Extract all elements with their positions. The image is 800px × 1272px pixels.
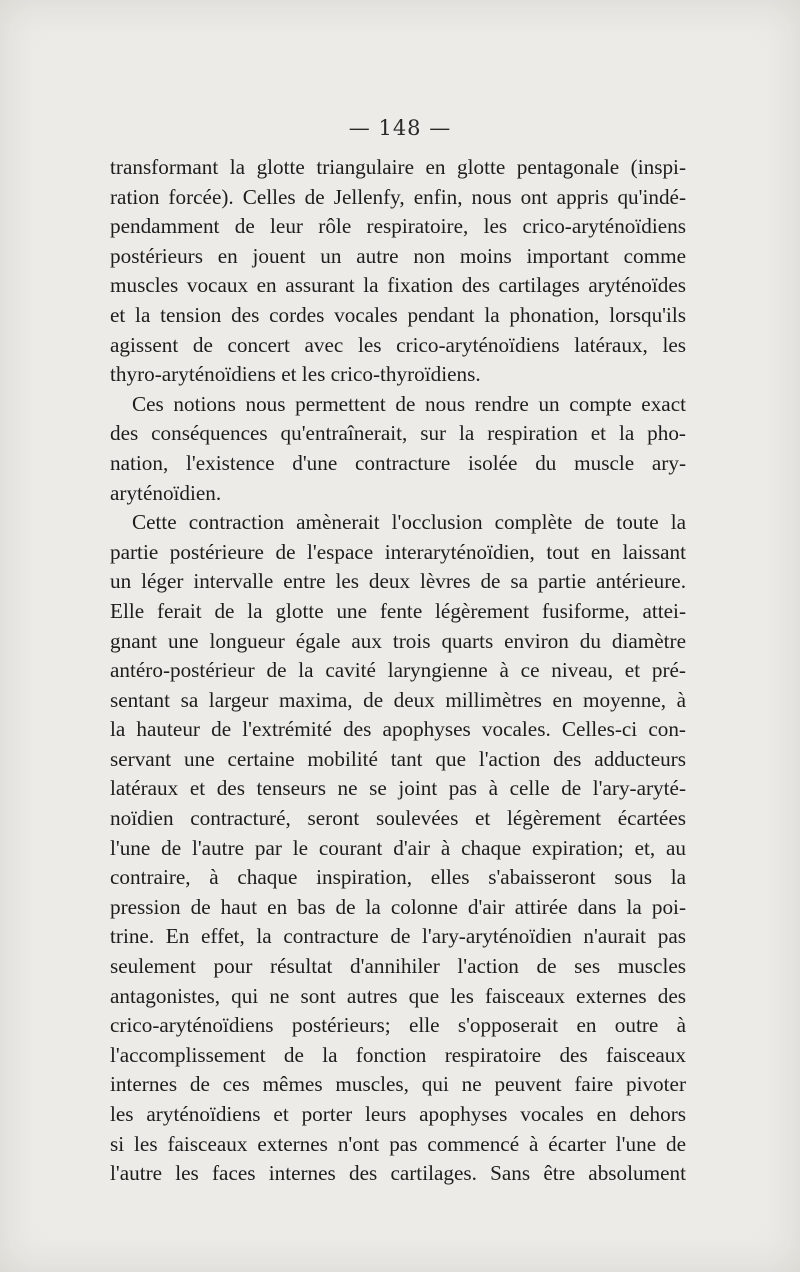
text-line: postérieurs en jouent un autre non moins important comme xyxy=(110,243,686,268)
text-line: sentant sa largeur maxima, de deux millimètres en moyenne, à xyxy=(110,687,686,712)
page-number: — 148 — xyxy=(348,116,452,140)
text-line: crico-aryténoïdiens postérieurs; elle s'opposerait en outre à xyxy=(110,1013,686,1038)
text-line: l'autre les faces internes des cartilages. Sans être absolument xyxy=(110,1161,686,1186)
text-line: servant une certaine mobilité tant que l'action des adducteurs xyxy=(110,746,686,771)
text-line: Cette contraction amènerait l'occlusion complète de toute la xyxy=(132,510,686,535)
text-line: l'une de l'autre par le courant d'air à chaque expiration; et, au xyxy=(110,835,686,860)
text-line: nation, l'existence d'une contracture isolée du muscle ary- xyxy=(110,450,686,475)
text-line: Ces notions nous permettent de nous rendre un compte exact xyxy=(132,391,686,416)
text-line: un léger intervalle entre les deux lèvres de sa partie antérieure. xyxy=(110,569,686,594)
text-line: noïdien contracturé, seront soulevées et légèrement écartées xyxy=(110,806,686,831)
text-line: muscles vocaux en assurant la fixation des cartilages aryténoïdes xyxy=(110,273,686,298)
text-line: pression de haut en bas de la colonne d'air attirée dans la poi- xyxy=(110,894,686,919)
text-line: partie postérieure de l'espace interaryténoïdien, tout en laissant xyxy=(110,539,686,564)
text-line: latéraux et des tenseurs ne se joint pas à celle de l'ary-aryté- xyxy=(110,776,686,801)
text-line: agissent de concert avec les crico-aryténoïdiens latéraux, les xyxy=(110,332,686,357)
body-text xyxy=(110,153,686,1189)
text-line: l'accomplissement de la fonction respiratoire des faisceaux xyxy=(110,1042,686,1067)
text-line: Elle ferait de la glotte une fente légèrement fusiforme, attei- xyxy=(110,598,686,623)
text-line: antagonistes, qui ne sont autres que les faisceaux externes des xyxy=(110,983,686,1008)
text-line: transformant la glotte triangulaire en glotte pentagonale (inspi- xyxy=(110,155,686,179)
text-line: si les faisceaux externes n'ont pas commencé à écarter l'une de xyxy=(110,1131,686,1156)
text-line: seulement pour résultat d'annihiler l'action de ses muscles xyxy=(110,954,686,979)
text-line: internes de ces mêmes muscles, qui ne peuvent faire pivoter xyxy=(110,1072,686,1097)
text-line: aryténoïdien. xyxy=(110,480,222,505)
text-line: contraire, à chaque inspiration, elles s'abaisseront sous la xyxy=(110,865,686,890)
text-line: les aryténoïdiens et porter leurs apophyses vocales en dehors xyxy=(110,1102,686,1126)
text-line: ration forcée). Celles de Jellenfy, enfin, nous ont appris qu'indé- xyxy=(110,184,686,209)
text-line: la hauteur de l'extrémité des apophyses vocales. Celles-ci con- xyxy=(110,717,686,742)
text-line: trine. En effet, la contracture de l'ary-aryténoïdien n'aurait pas xyxy=(110,924,686,949)
text-line: des conséquences qu'entraînerait, sur la respiration et la pho- xyxy=(110,421,686,446)
text-line: gnant une longueur égale aux trois quarts environ du diamètre xyxy=(110,628,686,653)
text-line: et la tension des cordes vocales pendant la phonation, lorsqu'ils xyxy=(110,302,686,327)
text-line: thyro-aryténoïdiens et les crico-thyroïdiens. xyxy=(110,362,481,387)
text-line: pendamment de leur rôle respiratoire, les crico-aryténoïdiens xyxy=(110,214,686,239)
text-line: antéro-postérieur de la cavité laryngienne à ce niveau, et pré- xyxy=(110,658,686,683)
